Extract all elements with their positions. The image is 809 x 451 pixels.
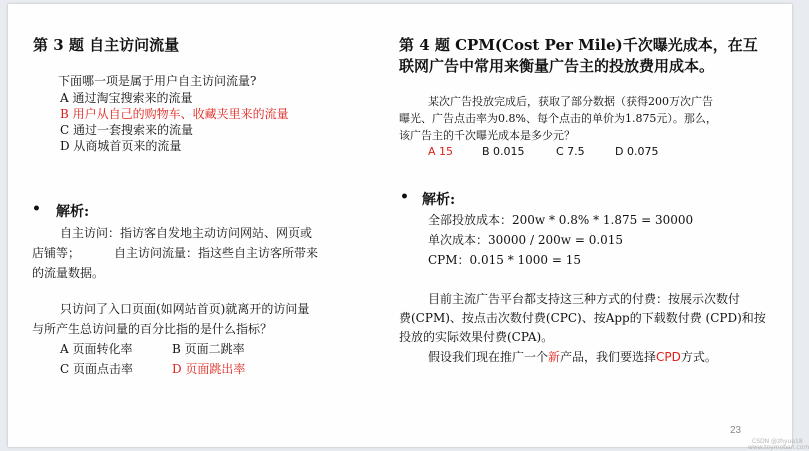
left-q2-option-c: C 页面点击率 [60,362,133,376]
slide [8,4,809,451]
right-p3-line [428,348,717,367]
right-option-d: D 0.075 [615,145,659,158]
right-p3-post: 方式。 [680,350,717,364]
right-option-b: B 0.015 [482,145,525,158]
right-p3-new-highlight: 新 [548,350,561,364]
left-bullet-icon: • [32,201,41,217]
left-option-d: D 从商城首页来的流量 [60,139,182,153]
right-p3-cpd-highlight: CPD [656,350,681,364]
left-analysis-line2a: 店铺等； [32,246,81,260]
right-option-a-text: A 15 [428,145,454,158]
right-option-a-answer [428,142,453,161]
left-analysis-line2b: 自主访问流量：指这些自主访客所带来 [114,246,319,260]
right-p3-pre: 假设我们现在推广一个 [428,350,549,364]
left-option-b-answer: B 用户从自己的购物车、收藏夹里来的流量 [60,107,289,121]
left-q2-option-d-answer: D 页面跳出率 [172,362,246,376]
left-analysis-line1: 自主访问：指访客自发地主动访问网站、网页或 [60,226,313,240]
right-calc-line3: CPM：0.015 * 1000 = 15 [428,253,582,267]
right-p2-line2: 费(CPM)、按点击次数付费(CPC)、按App的下载数付费 (CPD)和按 [399,311,766,325]
right-para-line3: 该广告主的千次曝光成本是多少元？ [399,129,575,142]
page-number: 23 [730,425,742,436]
right-p3-mid: 产品，我们要选择 [560,350,657,364]
right-bullet-icon: • [400,189,409,205]
watermark: CSDN @zhyue18 [752,438,803,445]
left-q2-line2: 与所产生总访问量的百分比指的是什么指标？ [32,322,273,336]
watermark-url: www.toymoban.com [748,444,809,451]
left-q2-line1: 只访问了入口页面(如网站首页)就离开的访问量 [60,302,310,316]
left-option-c: C 通过一套搜索来的流量 [60,123,193,137]
right-question-title-line1: 第 4 题 CPM(Cost Per Mile)千次曝光成本，在互 [399,36,758,54]
left-question-title: 第 3 题 自主访问流量 [33,36,180,54]
right-calc-line2: 单次成本：30000 / 200w = 0.015 [428,233,624,247]
left-q2-option-b: B 页面二跳率 [172,342,245,356]
right-analysis-heading: 解析: [422,192,456,208]
left-option-a: A 通过淘宝搜索来的流量 [60,91,193,105]
right-question-title-line2: 联网广告中常用来衡量广告主的投放费用成本。 [399,57,715,75]
right-para-line2: 曝光、广告点击率为0.8%、每个点击的单价为1.875元）。那么， [399,112,717,125]
right-p2-line1: 目前主流广告平台都支持这三种方式的付费：按展示次数付 [428,292,741,306]
right-p2-line3: 投放的实际效果付费(CPA)。 [399,330,554,344]
left-analysis-line3: 的流量数据。 [32,266,105,280]
right-option-c: C 7.5 [556,145,585,158]
right-calc-line1: 全部投放成本：200w * 0.8% * 1.875 = 30000 [428,213,694,227]
right-para-line1: 某次广告投放完成后，获取了部分数据（获得200万次广告 [428,95,713,108]
left-analysis-heading: 解析: [56,204,90,220]
left-q2-option-a: A 页面转化率 [60,342,133,356]
left-question-text: 下面哪一项是属于用户自主访问流量? [58,74,257,88]
